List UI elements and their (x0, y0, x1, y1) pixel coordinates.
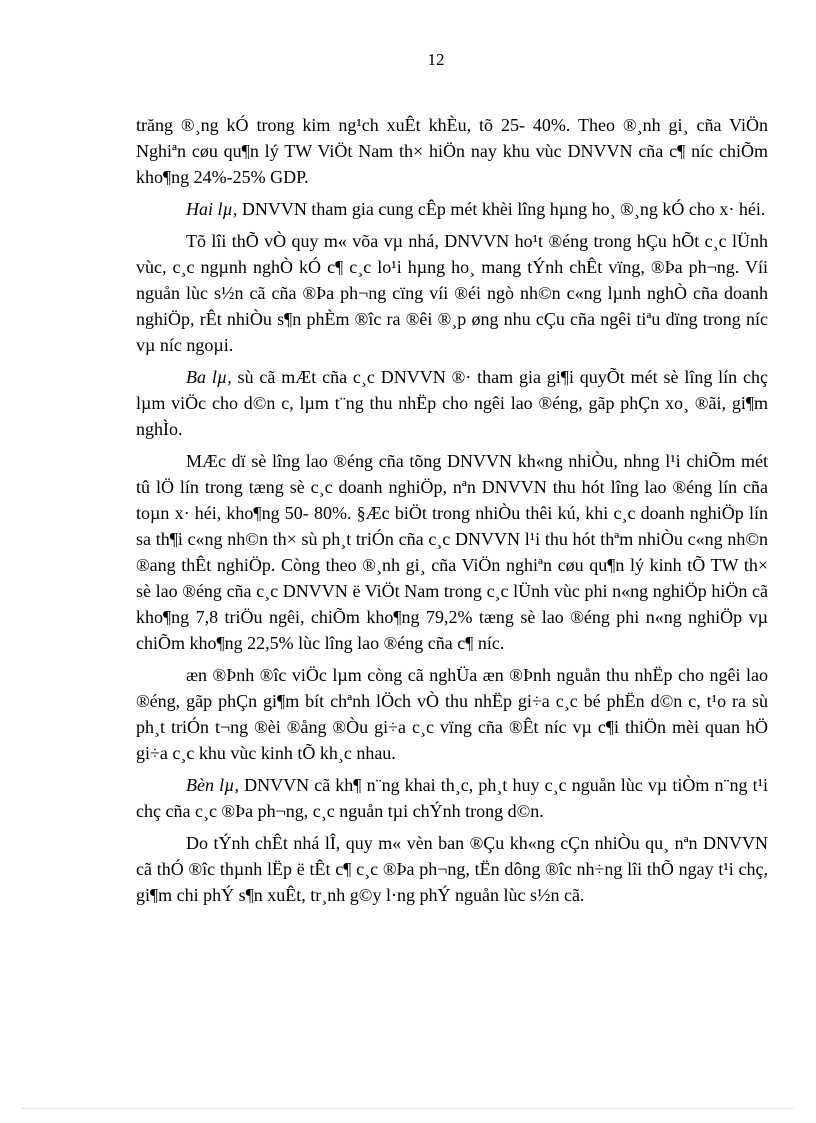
body-text (136, 112, 768, 914)
paragraph-6-text: æn ®Þnh ®îc viÖc lµm còng cã nghÜa æn ®Þnh nguån thu nhËp cho ngêi lao ®éng, gãp phÇn gi¶m bít chªnh lÖch vÒ thu nhËp gi÷a c¸c bé phËn d©n c, t¹o ra sù ph¸t triÓn t¬ng ®èi ®ång ®Òu gi÷a c¸c vïng cña ®Êt níc vµ c¶i thiÖn mèi quan hÖ gi÷a c¸c khu vùc kinh tÕ kh¸c nhau. (136, 665, 768, 763)
paragraph-7 (136, 772, 768, 824)
paragraph-3-text: Tõ lîi thÕ vÒ quy m« võa vµ nhá, DNVVN ho¹t ®éng trong hÇu hÕt c¸c lÜnh vùc, c¸c ngµnh nghÒ kÓ c¶ c¸c lo¹i hµng ho¸ mang tÝnh chÊt vïng, ®Þa ph¬ng. Víi nguån lùc s½n cã cña ®Þa ph¬ng cïng víi ®éi ngò nh©n c«ng lµnh nghÒ cña doanh nghiÖp, rÊt nhiÒu s¶n phÈm ®îc ra ®êi ®¸p øng nhu cÇu cña ngêi tiªu dïng trong níc vµ níc ngoµi. (136, 231, 768, 355)
page-bottom-divider (22, 1108, 794, 1109)
paragraph-2-lead: Hai lµ, (186, 199, 238, 219)
paragraph-3 (136, 228, 768, 358)
paragraph-4-text: sù cã mÆt cña c¸c DNVVN ®· tham gia gi¶i quyÕt mét sè lîng lín chç lµm viÖc cho d©n c, lµm t¨ng thu nhËp cho ngêi lao ®éng, gãp phÇn xo¸ ®ãi, gi¶m nghÌo. (136, 367, 768, 439)
paragraph-7-lead: Bèn lµ, (186, 775, 239, 795)
paragraph-5-text: MÆc dï sè lîng lao ®éng cña tõng DNVVN kh«ng nhiÒu, nhng l¹i chiÕm mét tû lÖ lín trong tæng sè c¸c doanh nghiÖp, nªn DNVVN thu hót lîng lao ®éng lín cña toµn x· héi, kho¶ng 50- 80%. §Æc biÖt trong nhiÒu thêi kú, khi c¸c doanh nghiÖp lín sa th¶i c«ng nh©n th× sù ph¸t triÓn cña c¸c DNVVN l¹i thu hót thªm nhiÒu c«ng nh©n ®ang thÊt nghiÖp. Còng theo ®¸nh gi¸ cña ViÖn nghiªn cøu qu¶n lý kinh tÕ TW th× sè lao ®éng cña c¸c DNVVN ë ViÖt Nam trong c¸c lÜnh vùc phi n«ng nghiÖp hiÖn cã kho¶ng 7,8 triÖu ngêi, chiÕm kho¶ng 79,2% tæng sè lao ®éng phi n«ng nghiÖp vµ chiÕm kho¶ng 22,5% lùc lîng lao ®éng cña c¶ níc. (136, 451, 768, 653)
paragraph-8-text: Do tÝnh chÊt nhá lÎ, quy m« vèn ban ®Çu kh«ng cÇn nhiÒu qu¸ nªn DNVVN cã thÓ ®îc thµnh lËp ë tÊt c¶ c¸c ®Þa ph¬ng, tËn dông ®îc nh÷ng lîi thÕ ngay t¹i chç, gi¶m chi phÝ s¶n xuÊt, tr¸nh g©y l·ng phÝ nguån lùc s½n cã. (136, 833, 768, 905)
paragraph-7-text: DNVVN cã kh¶ n¨ng khai th¸c, ph¸t huy c¸c nguån lùc vµ tiÒm n¨ng t¹i chç cña c¸c ®Þa ph¬ng, c¸c nguån tµi chÝnh trong d©n. (136, 775, 769, 821)
paragraph-1-text: trăng ®¸ng kÓ trong kim ng¹ch xuÊt khÈu, tõ 25- 40%. Theo ®¸nh gi¸ cña ViÖn Nghiªn cøu qu¶n lý TW ViÖt Nam th× hiÖn nay khu vùc DNVVN cña c¶ níc chiÕm kho¶ng 24%-25% GDP. (136, 115, 768, 187)
page-number: 12 (427, 50, 445, 69)
paragraph-2 (136, 196, 768, 222)
paragraph-1 (136, 112, 768, 190)
paragraph-4 (136, 364, 768, 442)
paragraph-6 (136, 662, 768, 766)
paragraph-5 (136, 448, 768, 656)
paragraph-2-text: DNVVN tham gia cung cÊp mét khèi lîng hµng ho¸ ®¸ng kÓ cho x· héi. (237, 199, 766, 219)
paragraph-4-lead: Ba lµ, (186, 367, 232, 387)
paragraph-8 (136, 830, 768, 908)
